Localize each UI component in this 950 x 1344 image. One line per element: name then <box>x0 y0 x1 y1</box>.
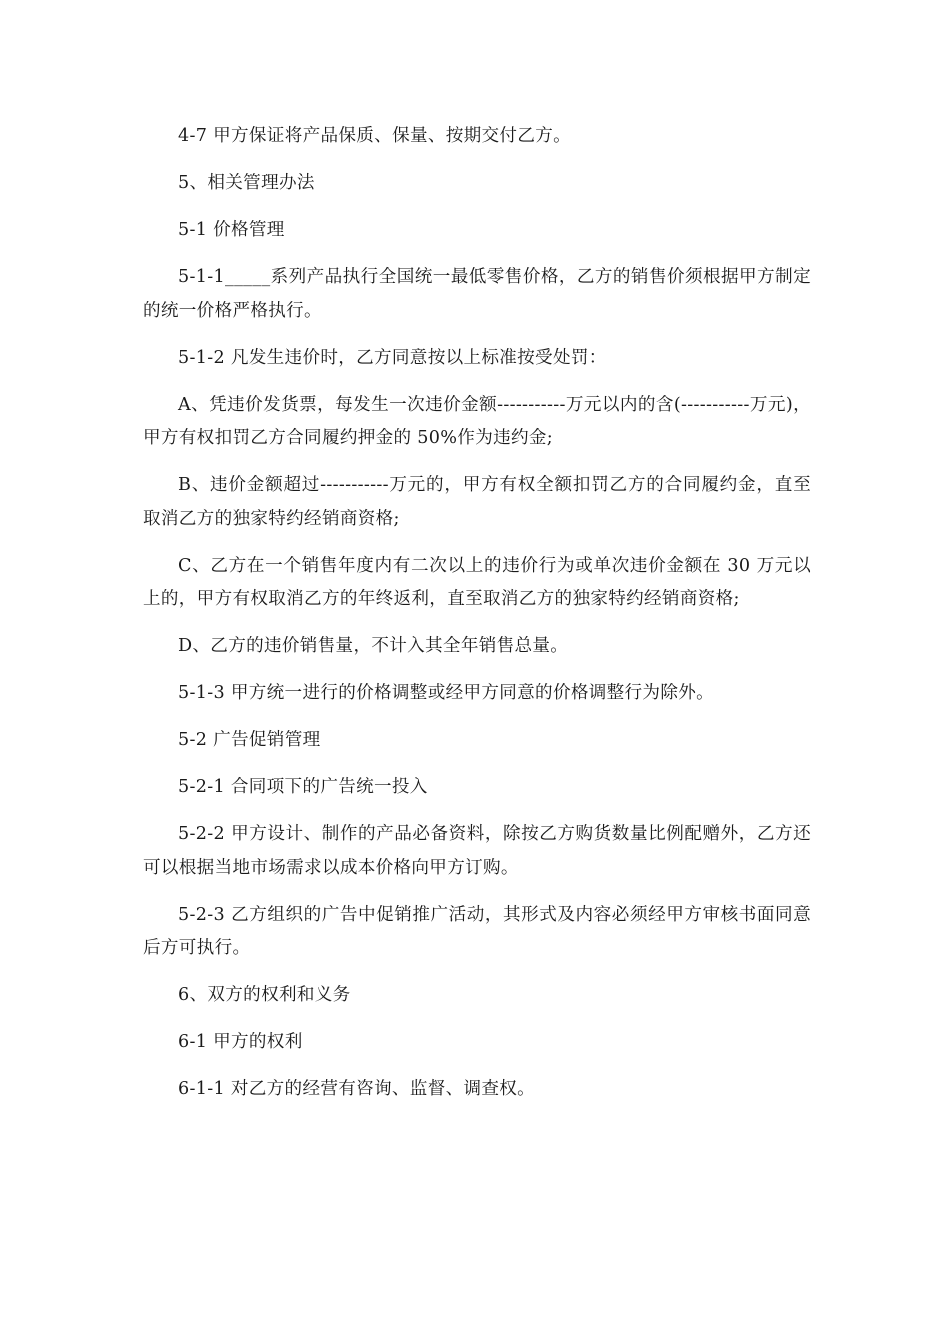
clause-c: C、乙方在一个销售年度内有二次以上的违价行为或单次违价金额在 30 万元以上的，甲方有权取消乙方的年终返利，直至取消乙方的独家特约经销商资格; <box>143 555 811 609</box>
clause-b: B、违价金额超过-----------万元的，甲方有权全额扣罚乙方的合同履约金，直至取消乙方的独家特约经销商资格; <box>143 475 811 529</box>
heading-5-2: 5-2 广告促销管理 <box>178 730 321 750</box>
paragraph-5-1-2: 5-1-2 凡发生违价时，乙方同意按以上标准按受处罚： <box>178 347 607 368</box>
clause-d: D、乙方的违价销售量，不计入其全年销售总量。 <box>178 636 569 656</box>
paragraph-5-1-1: 5-1-1_____系列产品执行全国统一最低零售价格，乙方的销售价须根据甲方制定的统一价格严格执行。 <box>143 267 811 321</box>
heading-5-1: 5-1 价格管理 <box>178 220 285 240</box>
paragraph-5-2-1: 5-2-1 合同项下的广告统一投入 <box>178 777 428 797</box>
heading-section-5: 5、相关管理办法 <box>178 173 315 193</box>
paragraph-5-2-2: 5-2-2 甲方设计、制作的产品必备资料，除按乙方购货数量比例配赠外，乙方还可以根据当地市场需求以成本价格向甲方订购。 <box>143 824 811 878</box>
heading-6-1: 6-1 甲方的权利 <box>178 1032 303 1052</box>
paragraph-6-1-1: 6-1-1 对乙方的经营有咨询、监督、调查权。 <box>178 1079 536 1099</box>
paragraph-4-7: 4-7 甲方保证将产品保质、保量、按期交付乙方。 <box>178 126 572 146</box>
document-body <box>143 120 811 1120</box>
paragraph-5-2-3: 5-2-3 乙方组织的广告中促销推广活动，其形式及内容必须经甲方审核书面同意后方可执行。 <box>143 904 811 958</box>
clause-a: A、凭违价发货票，每发生一次违价金额-----------万元以内的含(-----------万元)，甲方有权扣罚乙方合同履约押金的 50%作为违约金; <box>143 394 811 448</box>
paragraph-5-1-3: 5-1-3 甲方统一进行的价格调整或经甲方同意的价格调整行为除外。 <box>178 683 714 703</box>
heading-section-6: 6、双方的权利和义务 <box>178 985 351 1005</box>
